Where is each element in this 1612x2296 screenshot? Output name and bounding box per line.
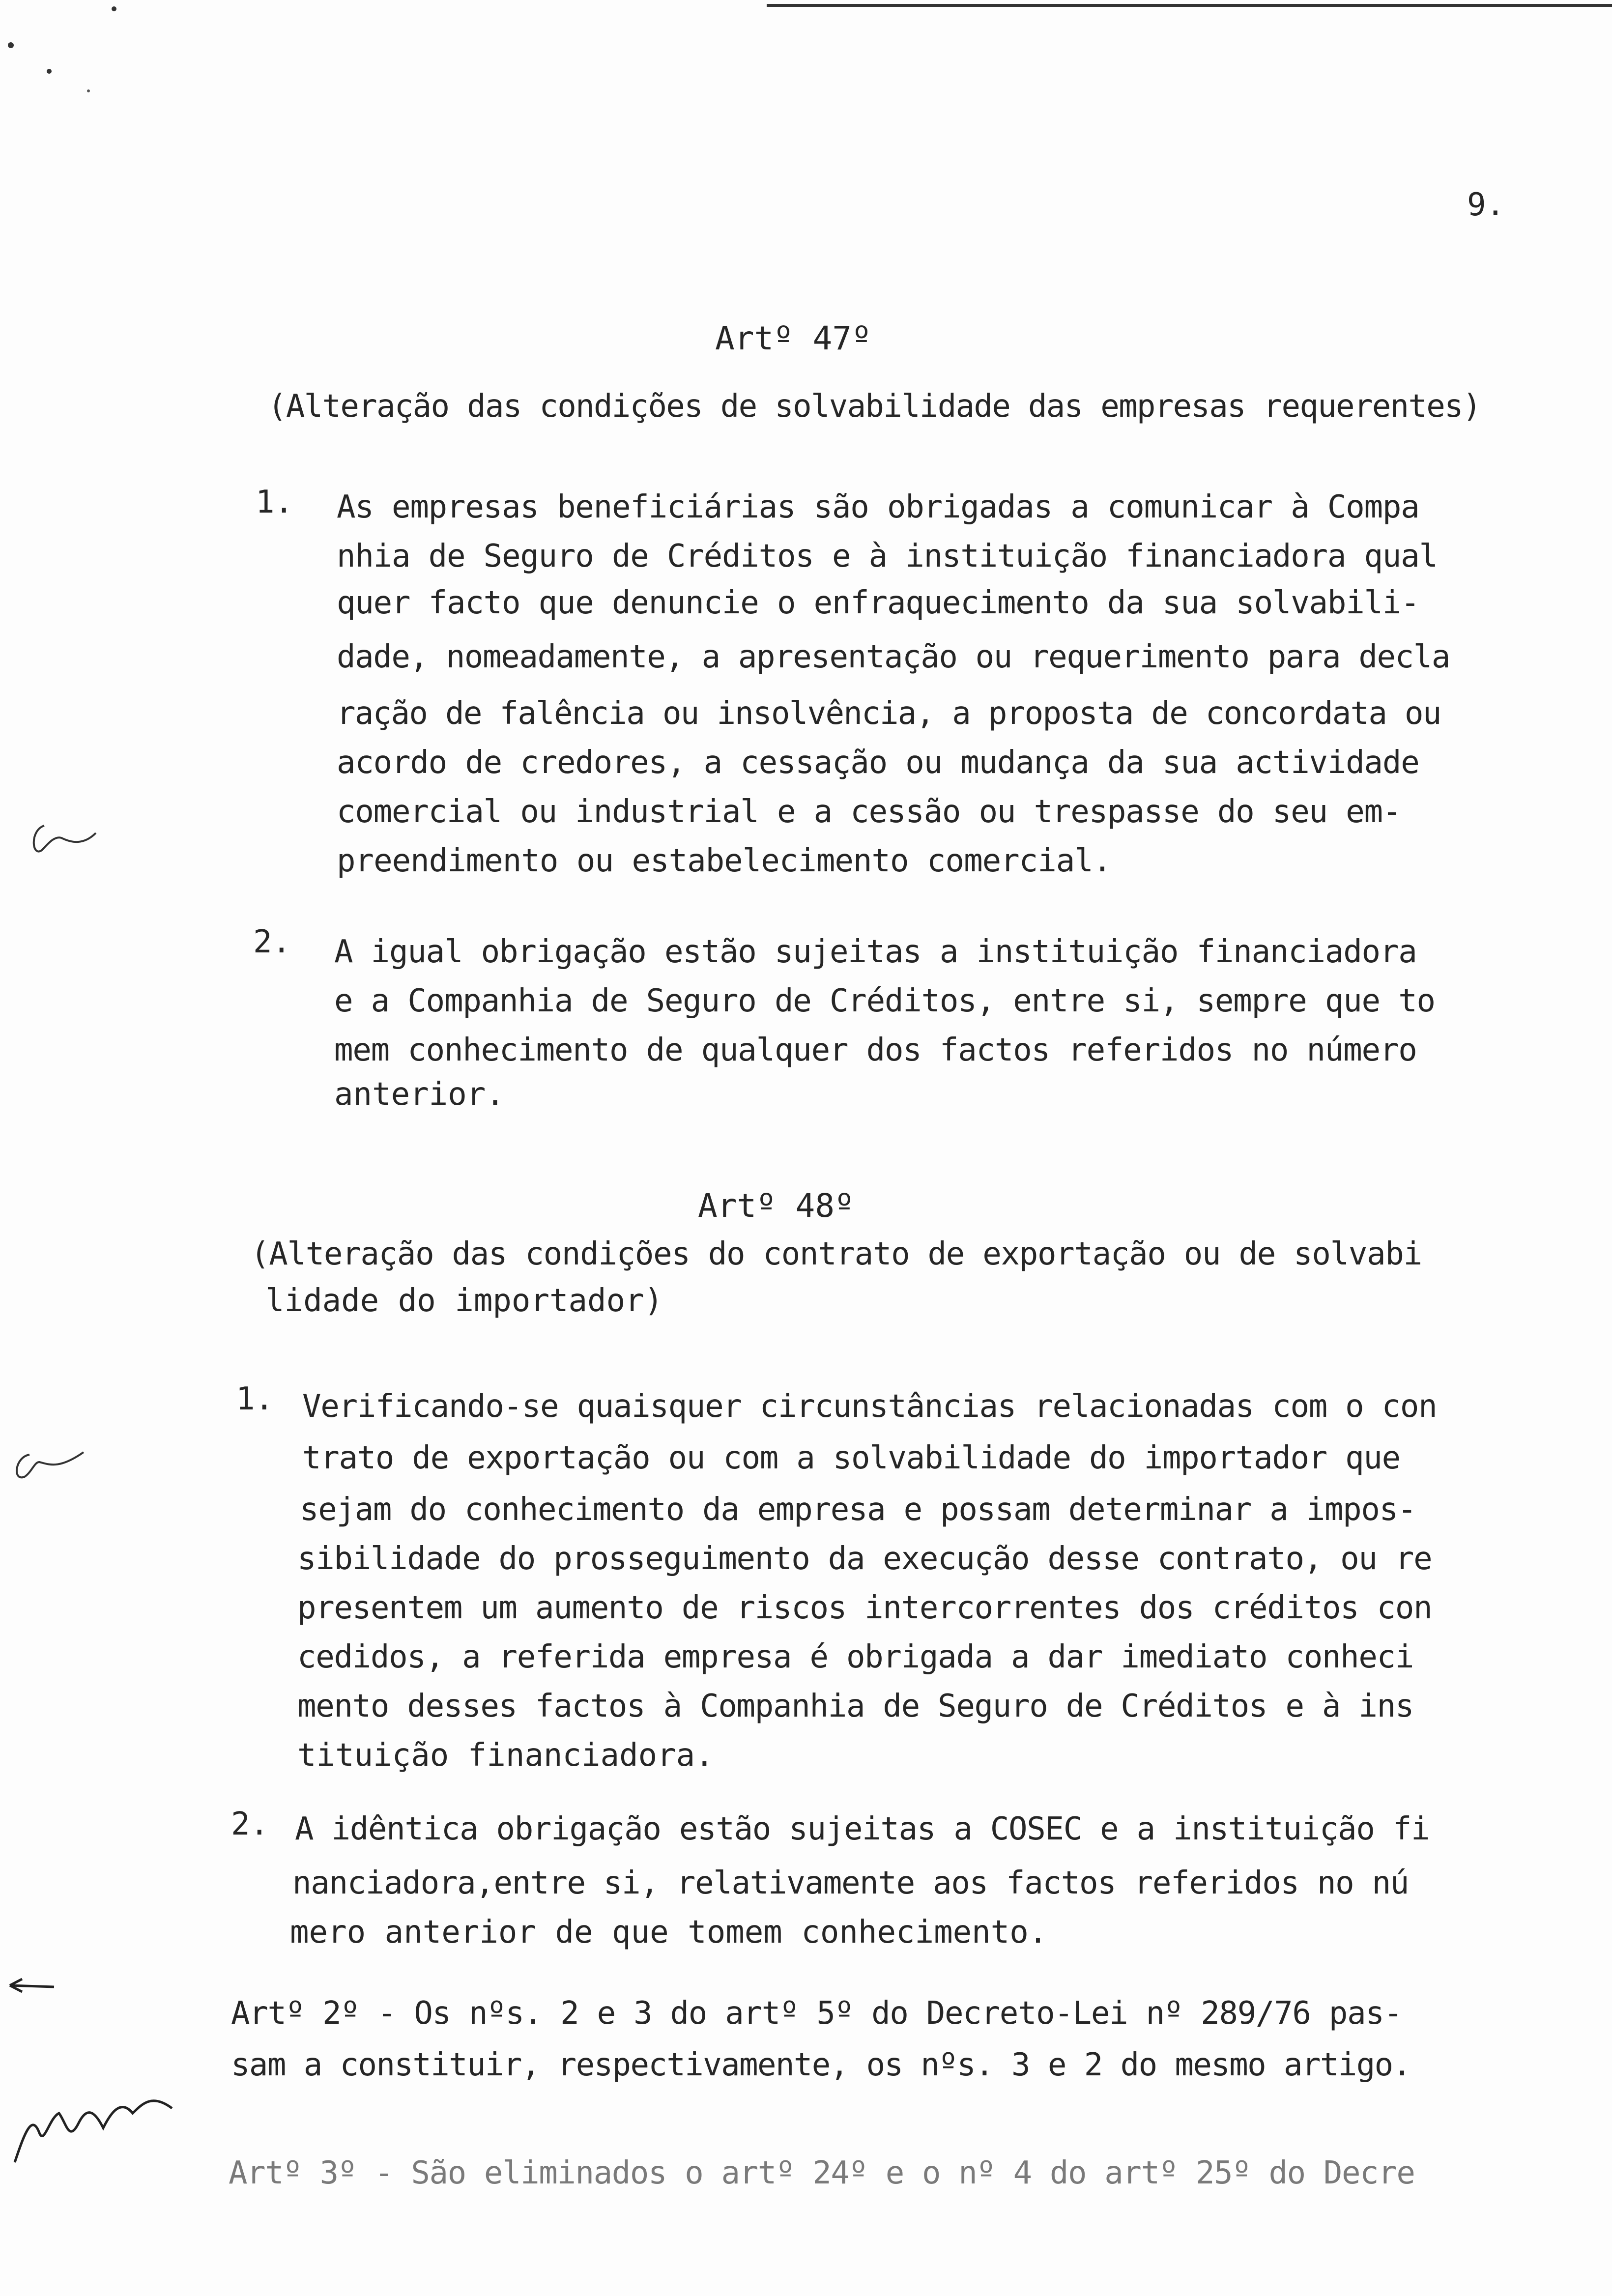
art47-item1-number: 1. bbox=[256, 484, 294, 520]
handwritten-mark-icon bbox=[25, 816, 108, 875]
art47-item2-line: mem conhecimento de qualquer dos factos referidos no número bbox=[334, 1032, 1417, 1068]
art48-item1-line: mento desses factos à Companhia de Seguro de Créditos e à ins bbox=[297, 1688, 1414, 1724]
art48-item1-line: presentem um aumento de riscos intercorrentes dos créditos con bbox=[297, 1590, 1432, 1626]
art48-item2-line: mero anterior de que tomem conhecimento. bbox=[290, 1914, 1048, 1951]
art47-item1-line: preendimento ou estabelecimento comercial. bbox=[337, 843, 1112, 879]
art48-subtitle-line: (Alteração das condições do contrato de exportação ou de solvabi bbox=[251, 1236, 1422, 1272]
page-number: 9. bbox=[1467, 187, 1505, 223]
art48-heading: Artº 48º bbox=[698, 1187, 854, 1225]
art47-item1-line: comercial ou industrial e a cessão ou trespasse do seu em- bbox=[337, 794, 1401, 830]
art47-item2-line: anterior. bbox=[334, 1076, 505, 1113]
art47-item2-number: 2. bbox=[253, 924, 291, 960]
art48-item1-line: sejam do conhecimento da empresa e possam determinar a impos- bbox=[300, 1492, 1416, 1528]
art48-item1-line: sibilidade do prosseguimento da execução desse contrato, ou re bbox=[297, 1541, 1432, 1577]
art48-item1-line: trato de exportação ou com a solvabilidade do importador que bbox=[302, 1440, 1400, 1476]
art47-item1-line: As empresas beneficiárias são obrigadas a comunicar à Compa bbox=[337, 489, 1419, 525]
handwritten-mark-icon bbox=[5, 1435, 93, 1499]
art47-item1-line: acordo de credores, a cessação ou mudança da sua actividade bbox=[337, 745, 1419, 781]
art47-item1-line: ração de falência ou insolvência, a proposta de concordata ou bbox=[337, 695, 1441, 732]
arrow-mark-icon bbox=[5, 1973, 59, 1998]
top-rule bbox=[767, 4, 1612, 7]
art3-line: Artº 3º - São eliminados o artº 24º e o nº 4 do artº 25º do Decre bbox=[229, 2155, 1415, 2191]
art47-item1-line: nhia de Seguro de Créditos e à instituição financiadora qual bbox=[337, 538, 1438, 574]
art47-item1-line: dade, nomeadamente, a apresentação ou requerimento para decla bbox=[337, 639, 1450, 675]
art47-subtitle: (Alteração das condições de solvabilidade das empresas requerentes) bbox=[268, 388, 1481, 425]
art48-item1-number: 1. bbox=[236, 1381, 274, 1417]
art47-item2-line: e a Companhia de Seguro de Créditos, entre si, sempre que to bbox=[334, 983, 1435, 1019]
art48-item1-line: Verificando-se quaisquer circunstâncias relacionadas com o con bbox=[302, 1388, 1437, 1425]
art48-subtitle-line: lidade do importador) bbox=[265, 1283, 663, 1319]
art48-item2-line: nanciadora,entre si, relativamente aos factos referidos no nú bbox=[292, 1865, 1409, 1901]
art47-item1-line: quer facto que denuncie o enfraquecimento da sua solvabili- bbox=[337, 585, 1419, 621]
art47-item2-line: A igual obrigação estão sujeitas a instituição financiadora bbox=[334, 934, 1417, 970]
art2-line: sam a constituir, respectivamente, os nºs. 3 e 2 do mesmo artigo. bbox=[231, 2047, 1411, 2083]
art47-heading: Artº 47º bbox=[715, 319, 871, 357]
scan-speck-icon bbox=[0, 0, 128, 98]
art48-item1-line: cedidos, a referida empresa é obrigada a dar imediato conheci bbox=[297, 1639, 1414, 1675]
art48-item1-line: tituição financiadora. bbox=[297, 1737, 714, 1774]
signature-icon bbox=[5, 2059, 192, 2177]
art2-line: Artº 2º - Os nºs. 2 e 3 do artº 5º do Decreto-Lei nº 289/76 pas- bbox=[231, 1995, 1402, 2032]
art48-item2-number: 2. bbox=[231, 1806, 269, 1842]
art48-item2-line: A idêntica obrigação estão sujeitas a COSEC e a instituição fi bbox=[295, 1811, 1430, 1847]
